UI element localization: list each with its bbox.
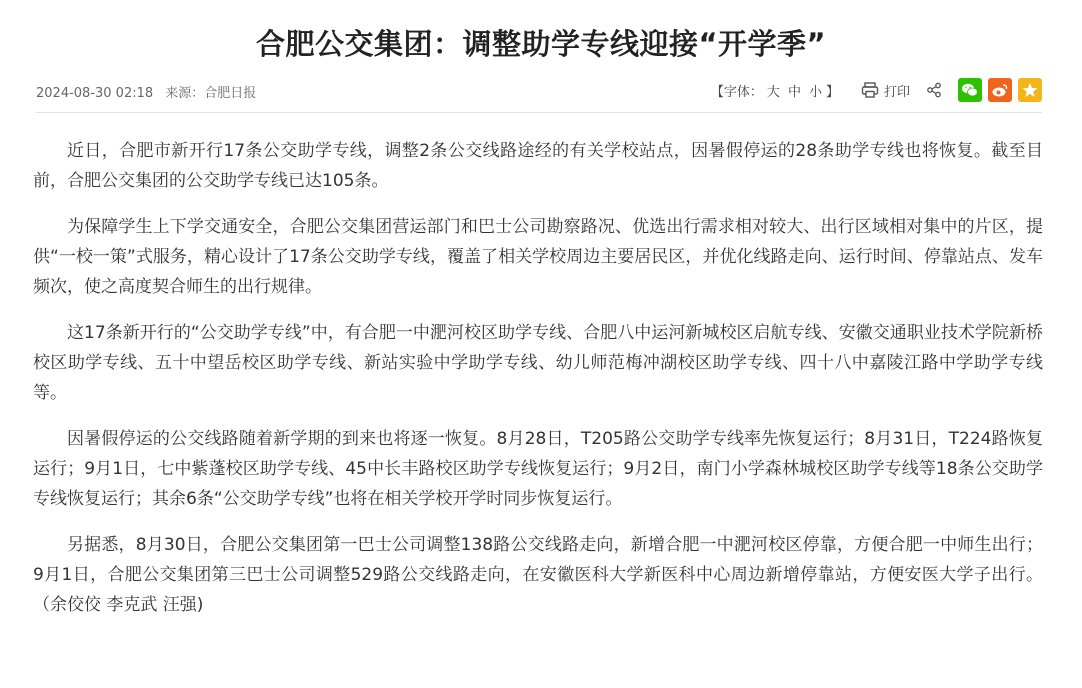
font-size-large-option[interactable]: 大: [766, 84, 780, 100]
share-icon[interactable]: [926, 82, 942, 98]
article-body: [33, 136, 1043, 636]
font-size-prefix: 【字体：: [710, 84, 763, 100]
weibo-share-button[interactable]: [988, 78, 1012, 102]
watermark-overlay: [822, 648, 1082, 688]
article-meta: [36, 78, 1042, 104]
article-paragraph: 近日，合肥市新开行17条公交助学专线，调整2条公交线路途经的有关学校站点，因暑假停运的28条助学专线也将恢复。截至目前，合肥公交集团的公交助学专线已达105条。: [33, 141, 1043, 191]
meta-info: [36, 82, 264, 101]
qzone-star-icon: [1021, 81, 1039, 99]
font-size-selector: [711, 81, 839, 100]
font-size-suffix: 】: [825, 84, 839, 100]
header-divider: [36, 112, 1042, 113]
wechat-share-button[interactable]: [958, 78, 982, 102]
article-paragraph: 另据悉，8月30日，合肥公交集团第一巴士公司调整138路公交线路走向，新增合肥一中淝河校区停靠，方便合肥一中师生出行；9月1日，合肥公交集团第三巴士公司调整529路公交线路走向，在安徽医科大学新医科中心周边新增停靠站，方便安医大学子出行。（余佼佼 李克武 汪强): [33, 535, 1043, 615]
article-toolbar: [711, 78, 1042, 102]
article-paragraph: 因暑假停运的公交线路随着新学期的到来也将逐一恢复。8月28日，T205路公交助学专线率先恢复运行；8月31日，T224路恢复运行；9月1日，七中紫蓬校区助学专线、45中长丰路校区助学专线恢复运行；9月2日，南门小学森林城校区助学专线等18条公交助学专线恢复运行；其余6条“公交助学专线”也将在相关学校开学时同步恢复运行。: [33, 429, 1043, 509]
article-source: 来源：合肥日报: [165, 86, 257, 101]
article-title: 合肥公交集团：调整助学专线迎接“开学季”: [255, 27, 827, 61]
printer-icon: [861, 82, 879, 98]
wechat-icon: [961, 82, 979, 98]
print-label: 打印: [883, 84, 910, 100]
print-button[interactable]: [861, 81, 910, 100]
font-size-small-option[interactable]: 小: [808, 84, 822, 100]
weibo-icon: [991, 82, 1009, 98]
article-paragraph: 这17条新开行的“公交助学专线”中，有合肥一中淝河校区助学专线、合肥八中运河新城校区启航专线、安徽交通职业技术学院新桥校区助学专线、五十中望岳校区助学专线、新站实验中学助学专线、幼儿师范梅冲湖校区助学专线、四十八中嘉陵江路中学助学专线等。: [33, 323, 1043, 403]
qzone-share-button[interactable]: [1018, 78, 1042, 102]
font-size-medium-option[interactable]: 中: [787, 84, 801, 100]
publish-date: 2024-08-30 02:18: [36, 86, 154, 101]
article-paragraph: 为保障学生上下学交通安全，合肥公交集团营运部门和巴士公司勘察路况、优选出行需求相对较大、出行区域相对集中的片区，提供“一校一策”式服务，精心设计了17条公交助学专线，覆盖了相关学校周边主要居民区，并优化线路走向、运行时间、停靠站点、发车频次，使之高度契合师生的出行规律。: [33, 217, 1043, 297]
